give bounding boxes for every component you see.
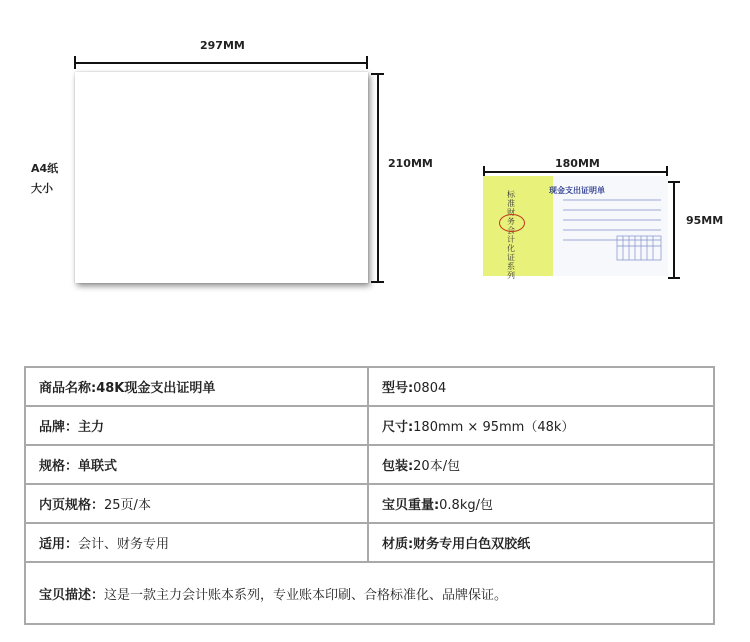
- spec-cell-description: [25, 562, 714, 624]
- spec-cell-spec: [25, 445, 368, 484]
- spec-value: 48K现金支出证明单: [96, 381, 216, 396]
- a4-height-tick-bottom: [371, 281, 384, 283]
- spec-value: 180mm × 95mm（48k）: [413, 420, 575, 435]
- spec-value: 20本/包: [413, 459, 461, 474]
- spec-cell-brand: [25, 406, 368, 445]
- spec-key: 宝贝描述：: [39, 587, 105, 603]
- spec-row: [25, 367, 714, 406]
- spec-cell-pages: [25, 484, 368, 523]
- voucher-height-line: [673, 181, 675, 279]
- spec-cell-model: [368, 367, 714, 406]
- spec-cell-size: [368, 406, 714, 445]
- a4-caption-line1: A4纸: [31, 162, 59, 175]
- a4-width-tick-left: [74, 56, 76, 69]
- voucher-height-tick-bottom: [668, 277, 680, 279]
- spec-key: 包装:: [381, 459, 414, 474]
- voucher-vertical-text: 标准财务会计化证系列: [507, 190, 515, 280]
- a4-height-tick-top: [371, 73, 384, 75]
- spec-cell-weight: [368, 484, 714, 523]
- spec-row: [25, 484, 714, 523]
- spec-cell-material: [368, 523, 714, 562]
- voucher-width-label: 180MM: [555, 157, 600, 170]
- spec-cell-name: [25, 367, 368, 406]
- spec-table: [24, 366, 715, 625]
- spec-key: 材质:: [381, 537, 414, 552]
- spec-key: 尺寸:: [381, 420, 414, 435]
- spec-value: 这是一款主力会计账本系列，专业账本印刷、合格标准化、品牌保证。: [104, 587, 508, 603]
- spec-key: 内页规格：: [39, 498, 105, 513]
- spec-row: [25, 523, 714, 562]
- a4-width-line: [75, 62, 368, 64]
- spec-row: [25, 445, 714, 484]
- spec-key: 适用：: [39, 537, 79, 552]
- voucher-stamp: [499, 214, 525, 232]
- spec-key: 规格：: [39, 459, 79, 474]
- spec-value: 主力: [78, 420, 105, 435]
- spec-cell-pack: [368, 445, 714, 484]
- a4-height-line: [377, 73, 379, 283]
- spec-value: 0.8kg/包: [439, 498, 493, 513]
- voucher-title: 现金支出证明单: [549, 185, 605, 195]
- a4-caption-line2: 大小: [31, 182, 53, 195]
- spec-key: 型号:: [381, 381, 414, 396]
- spec-row: [25, 562, 714, 624]
- a4-width-label: 297MM: [200, 39, 245, 52]
- spec-key: 品牌：: [39, 420, 79, 435]
- spec-cell-use: [25, 523, 368, 562]
- spec-row: [25, 406, 714, 445]
- spec-value: 会计、财务专用: [78, 537, 170, 552]
- a4-width-tick-right: [366, 56, 368, 69]
- spec-value: 25页/本: [104, 498, 151, 513]
- spec-key: 商品名称:: [39, 381, 97, 396]
- a4-sheet: [75, 72, 368, 283]
- spec-value: 单联式: [78, 459, 118, 474]
- voucher-height-tick-top: [668, 181, 680, 183]
- a4-height-label: 210MM: [388, 157, 433, 170]
- spec-value: 财务专用白色双胶纸: [413, 537, 531, 552]
- voucher-height-label: 95MM: [686, 214, 724, 227]
- voucher-image: [483, 176, 668, 280]
- spec-value: 0804: [413, 381, 447, 396]
- voucher-width-line: [484, 171, 667, 173]
- spec-key: 宝贝重量:: [381, 498, 440, 513]
